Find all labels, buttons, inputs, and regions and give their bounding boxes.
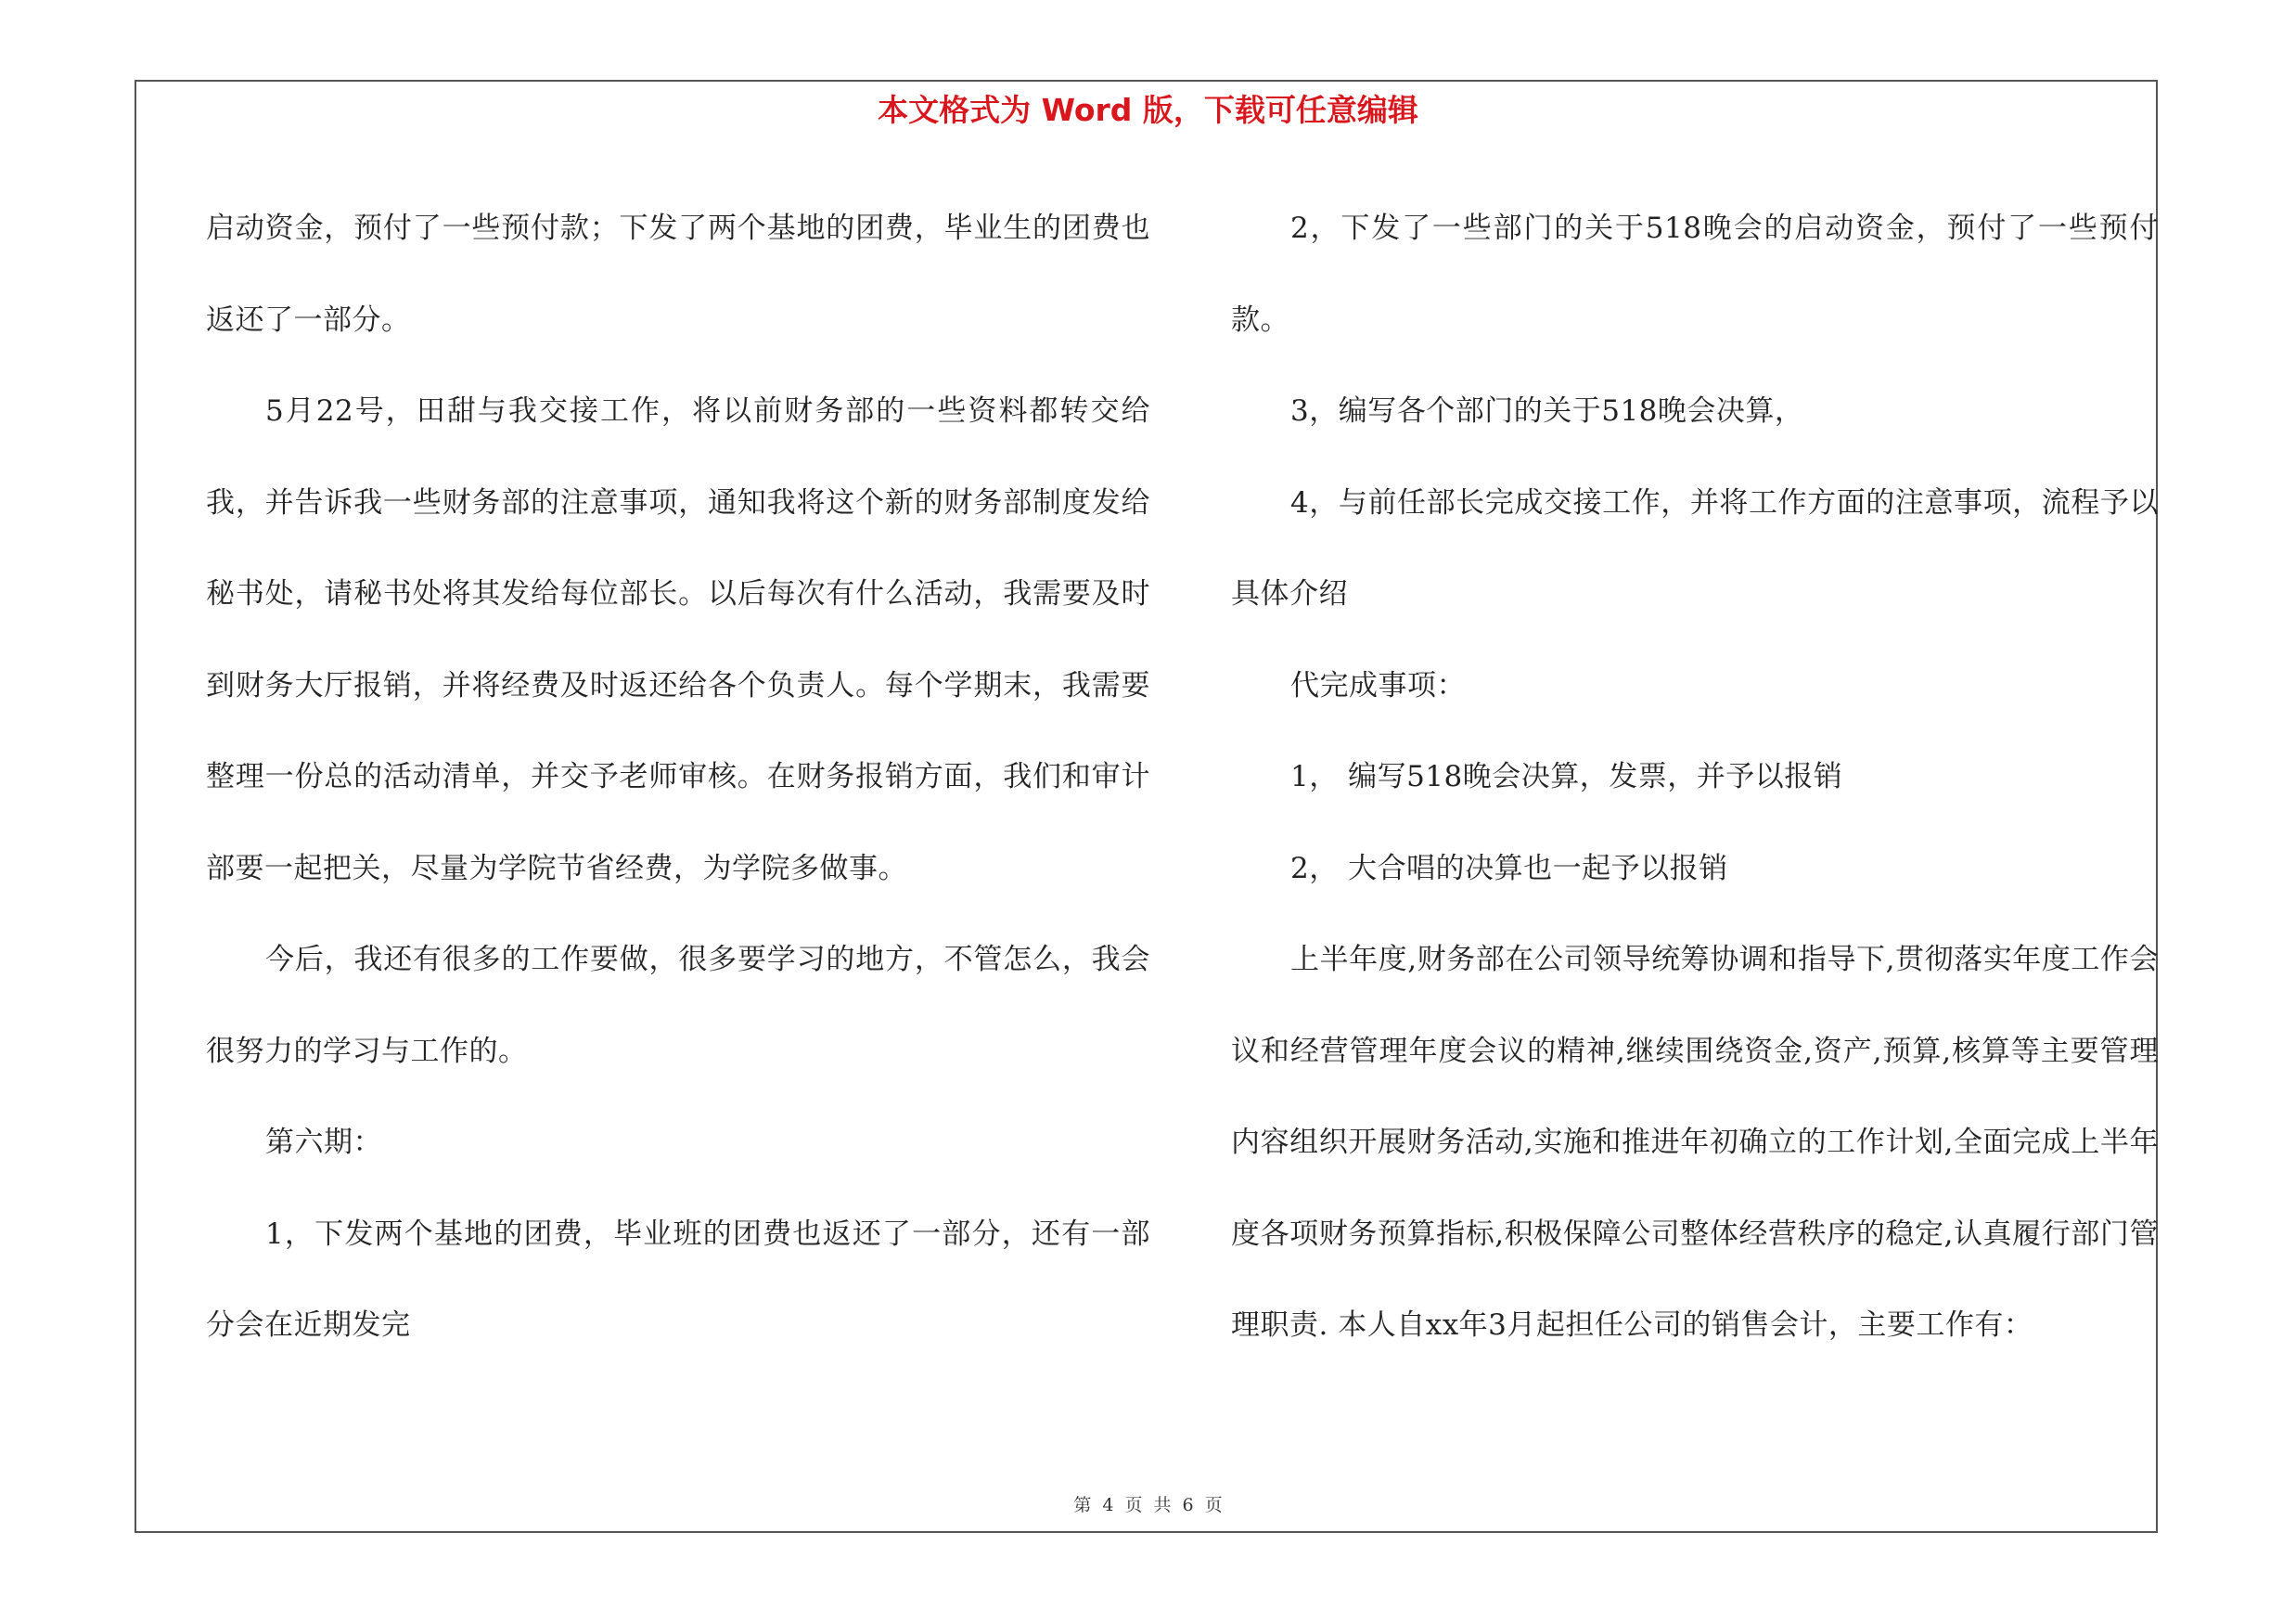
paragraph: 启动资金，预付了一些预付款；下发了两个基地的团费，毕业生的团费也返还了一部分。 [206, 212, 1150, 337]
footer-page-word: 页 [1124, 1495, 1143, 1515]
footer-current-page: 4 [1102, 1495, 1114, 1515]
paragraph: 代完成事项： [1290, 668, 1466, 702]
paragraph: 第六期： [265, 1126, 382, 1159]
paragraph: 1，下发两个基地的团费，毕业班的团费也返还了一部分，还有一部分会在近期发完 [206, 1217, 1150, 1342]
footer-prefix: 第 [1073, 1495, 1092, 1515]
paragraph: 2，下发了一些部门的关于518晚会的启动资金，预付了一些预付款。 [1231, 212, 2159, 337]
list-item: 2， 大合唱的决算也一起予以报销 [1290, 851, 1728, 885]
paragraph: 上半年度,财务部在公司领导统筹协调和指导下,贯彻落实年度工作会议和经营管理年度会议的精神,继续围绕资金,资产,预算,核算等主要管理内容组织开展财务活动,实施和推进年初确立的工作计划,全面完成上半年度各项财务预算指标,积极保障公司整体经营秩序的稳定,认真履行部门管理职责. 本人自xx年3月起担任公司的销售会计，主要工作有： [1231, 943, 2159, 1342]
list-item: 1， 编写518晚会决算，发票，并予以报销 [1290, 760, 1843, 793]
paragraph: 今后，我还有很多的工作要做，很多要学习的地方，不管怎么，我会很努力的学习与工作的。 [206, 943, 1150, 1068]
paragraph: 3，编写各个部门的关于518晚会决算， [1290, 394, 1804, 428]
right-text-column [1231, 183, 2159, 1372]
footer-total-word: 共 [1153, 1495, 1172, 1515]
document-banner: 本文格式为 Word 版，下载可任意编辑 [878, 92, 1418, 128]
page-footer [0, 1491, 2296, 1516]
paragraph: 4，与前任部长完成交接工作，并将工作方面的注意事项，流程予以具体介绍 [1231, 485, 2159, 611]
footer-suffix: 页 [1204, 1495, 1223, 1515]
footer-total-pages: 6 [1182, 1495, 1194, 1515]
left-text-column [206, 183, 1150, 1372]
paragraph: 5月22号，田甜与我交接工作，将以前财务部的一些资料都转交给我，并告诉我一些财务部的注意事项，通知我将这个新的财务部制度发给秘书处，请秘书处将其发给每位部长。以后每次有什么活动，我需要及时到财务大厅报销，并将经费及时返还给各个负责人。每个学期末，我需要整理一份总的活动清单，并交予老师审核。在财务报销方面，我们和审计部要一起把关，尽量为学院节省经费，为学院多做事。 [206, 394, 1150, 885]
